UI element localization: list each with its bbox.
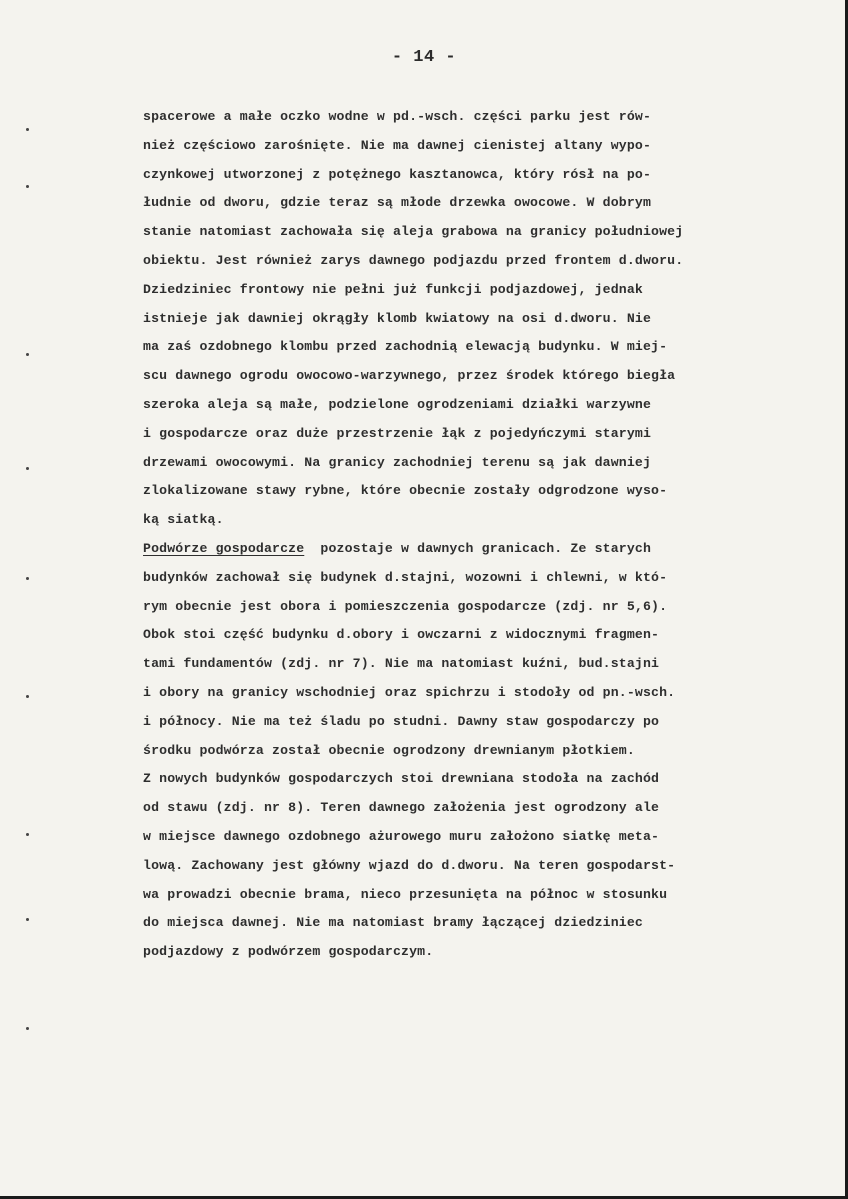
text-line: Obok stoi część budynku d.obory i owczarni z widocznymi fragmen- [143,627,660,643]
margin-mark [26,353,29,356]
text-line: w miejsce dawnego ozdobnego ażurowego muru założono siatkę meta- [143,828,660,844]
text-line: spacerowe a małe oczko wodne w pd.-wsch. części parku jest rów- [143,109,652,124]
margin-mark [26,695,29,698]
margin-mark [26,1027,29,1030]
text-line: od stawu (zdj. nr 8). Teren dawnego założenia jest ogrodzony ale [143,800,660,816]
text-line: podjazdowy z podwórzem gospodarczym. [143,944,434,960]
text-line: istnieje jak dawniej okrągły klomb kwiatowy na osi d.dworu. Nie [143,310,652,326]
text-line: tami fundamentów (zdj. nr 7). Nie ma natomiast kuźni, bud.stajni [143,656,660,672]
text-line: rym obecnie jest obora i pomieszczenia gospodarcze (zdj. nr 5,6). [143,598,668,614]
paragraph-farmyard [143,535,823,967]
text-line: budynków zachował się budynek d.stajni, wozowni i chlewni, w któ- [143,569,668,585]
text-line [143,535,823,564]
text-line: i obory na granicy wschodniej oraz spichrzu i stodoły od pn.-wsch. [143,684,676,700]
text-line: czynkowej utworzonej z potężnego kasztanowca, który rósł na po- [143,166,652,182]
text-line: do miejsca dawnej. Nie ma natomiast bramy łączącej dziedziniec [143,915,643,931]
text-line: nież częściowo zarośnięte. Nie ma dawnej cienistej altany wypo- [143,137,652,153]
margin-mark [26,467,29,470]
heading-line-rest: pozostaje w dawnych granicach. Ze starych [304,540,652,556]
margin-mark [26,128,29,131]
text-line: ma zaś ozdobnego klombu przed zachodnią elewacją budynku. W miej- [143,339,668,355]
page-number: - 14 - [391,48,457,67]
text-line: szeroka aleja są małe, podzielone ogrodzeniami działki warzywne [143,396,652,412]
text-line: Dziedziniec frontowy nie pełni już funkcji podjazdowej, jednak [143,281,643,297]
text-line: drzewami owocowymi. Na granicy zachodniej terenu są jak dawniej [143,454,652,470]
text-line: stanie natomiast zachowała się aleja grabowa na granicy południowej [143,224,684,240]
text-line: zlokalizowane stawy rybne, które obecnie zostały odgrodzone wyso- [143,483,668,499]
margin-mark [26,833,29,836]
paragraph-park [143,103,823,535]
text-line: i gospodarcze oraz duże przestrzenie łąk z pojedyńczymi starymi [143,425,652,441]
document-body [143,103,823,967]
text-line: scu dawnego ogrodu owocowo-warzywnego, przez środek którego biegła [143,368,676,384]
text-line: obiektu. Jest również zarys dawnego podjazdu przed frontem d.dworu. [143,252,684,268]
text-line: lową. Zachowany jest główny wjazd do d.dworu. Na teren gospodarst- [143,857,676,873]
text-line: łudnie od dworu, gdzie teraz są młode drzewka owocowe. W dobrym [143,195,652,211]
margin-mark [26,577,29,580]
margin-mark [26,918,29,921]
text-line: środku podwórza został obecnie ogrodzony drewnianym płotkiem. [143,742,635,758]
margin-mark [26,185,29,188]
text-line: wa prowadzi obecnie brama, nieco przesunięta na północ w stosunku [143,886,668,902]
text-line: Z nowych budynków gospodarczych stoi drewniana stodoła na zachód [143,771,660,787]
text-line: ką siatką. [143,512,224,528]
text-line: i północy. Nie ma też śladu po studni. Dawny staw gospodarczy po [143,713,660,729]
section-heading: Podwórze gospodarcze [143,540,305,556]
